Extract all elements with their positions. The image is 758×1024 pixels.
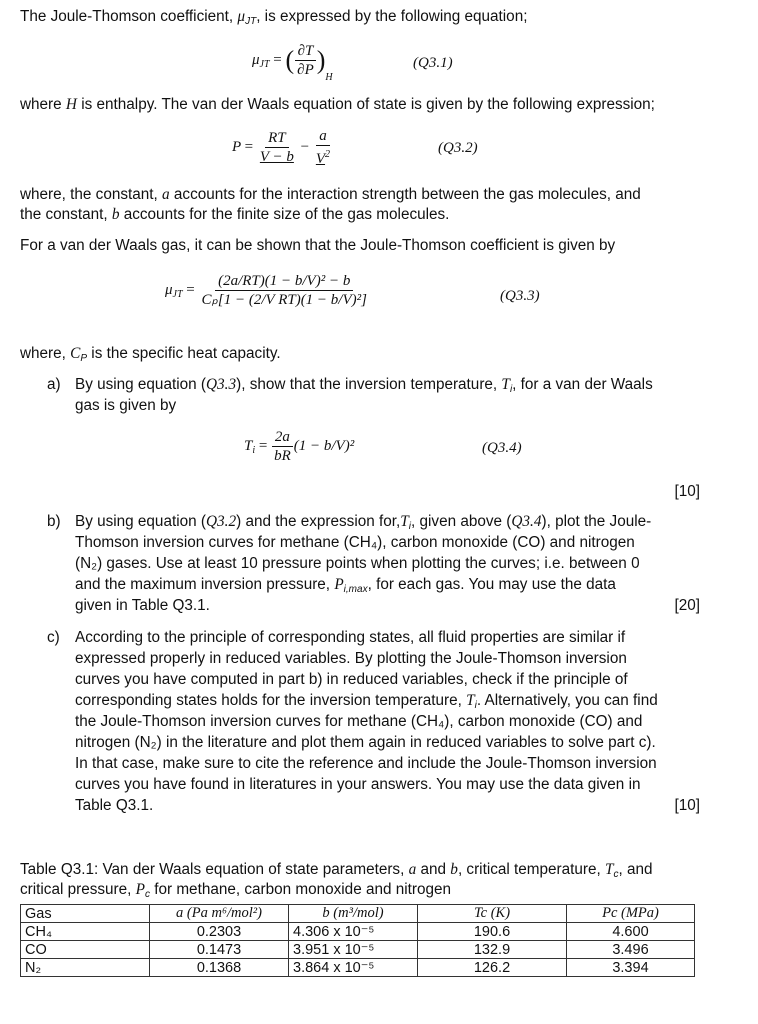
eq4-numerator: 2a [272, 428, 293, 447]
caption-b: b [450, 861, 458, 878]
constants-line-1 [20, 185, 641, 206]
part-a-ti: T [501, 376, 510, 393]
eq2-equals: = [244, 138, 254, 155]
part-a-text-1: By using equation ( [75, 376, 206, 393]
table-caption-line-2 [20, 880, 451, 906]
part-b-label: b) [47, 513, 61, 530]
equation-q3-4 [244, 428, 354, 465]
eq1-denominator: ∂P [297, 62, 314, 78]
constants-text-2: accounts for the interaction strength between the gas molecules, and [169, 186, 641, 203]
eq1-paren-close: ) [316, 45, 326, 75]
table-row [21, 941, 695, 959]
table-header-row [21, 905, 695, 923]
caption-text-1: Table Q3.1: Van der Waals equation of state parameters, [20, 861, 409, 878]
pmax-symbol: P [334, 576, 344, 593]
pmax-subscript: i,max [343, 584, 368, 595]
constants-line-2 [20, 205, 449, 226]
part-b-text-6: , for each gas. You may use the data [367, 576, 616, 593]
part-c-text-4a: corresponding states holds for the inversion temperature, [75, 692, 467, 709]
constants-text-3: the constant, [20, 206, 112, 223]
part-b-text-5: and the maximum inversion pressure, [75, 576, 335, 593]
caption-text-2: and [416, 861, 451, 878]
eq4-lhs: T [244, 437, 253, 454]
intro-text-end: , is expressed by the following equation; [256, 8, 528, 25]
part-b-line-5: given in Table Q3.1. [75, 597, 210, 614]
eq1-lhs-sub: JT [259, 58, 270, 70]
vdw-paragraph: For a van der Waals gas, it can be shown that the Joule-Thomson coefficient is given by [20, 237, 616, 254]
header-pc: Pc (MPa) [567, 905, 695, 923]
part-b-marks: [20] [674, 597, 700, 614]
cell-tc: 126.2 [418, 959, 567, 977]
part-b-line-3: (N₂) gases. Use at least 10 pressure points when plotting the curves; i.e. between 0 [75, 555, 640, 572]
equation-q3-1 [252, 42, 333, 83]
eq4-rest: (1 − b/V)² [293, 437, 355, 454]
part-b-ti: T [400, 513, 409, 530]
caption-pc-sub: c [144, 889, 150, 900]
cell-tc: 132.9 [418, 941, 567, 959]
cell-pc: 3.496 [567, 941, 695, 959]
part-c-marks: [10] [674, 797, 700, 814]
cell-a: 0.1368 [150, 959, 289, 977]
intro-line [20, 7, 527, 33]
eq3-lhs: μ [165, 281, 173, 298]
cp-line [20, 344, 281, 370]
eq1-numerator: ∂T [295, 42, 317, 61]
part-b-line-2: Thomson inversion curves for methane (CH₄), carbon monoxide (CO) and nitrogen [75, 534, 635, 551]
cp-subscript: P [80, 353, 88, 364]
mu-subscript: JT [245, 16, 257, 27]
cp-text: where, [20, 345, 71, 362]
eq1-fraction [294, 42, 317, 79]
caption-a: a [408, 861, 417, 878]
eq3-lhs-sub: JT [172, 288, 183, 300]
cell-pc: 4.600 [567, 923, 695, 941]
part-c-line-9: Table Q3.1. [75, 797, 154, 814]
eq2-fraction-2 [313, 127, 333, 168]
constants-text-4: accounts for the finite size of the gas molecules. [119, 206, 450, 223]
cp-text-end: is the specific heat capacity. [87, 345, 281, 362]
caption-text-4: , and [618, 861, 653, 878]
header-tc: Tc (K) [418, 905, 567, 923]
cell-a: 0.2303 [150, 923, 289, 941]
part-b-ti-sub: i [408, 521, 412, 532]
eq2-den2-sup: 2 [325, 149, 331, 160]
enthalpy-line [20, 95, 655, 116]
cell-gas: CO [21, 941, 150, 959]
enthalpy-text-end: is enthalpy. The van der Waals equation of state is given by the following expression; [76, 96, 655, 113]
part-c-line-1: According to the principle of corresponding states, all fluid properties are similar if [75, 629, 626, 646]
eq4-lhs-sub: i [252, 444, 256, 456]
header-a: a (Pa m⁶/mol²) [150, 905, 289, 923]
caption-text-6: for methane, carbon monoxide and nitrogen [149, 881, 451, 898]
eq2-num2: a [316, 127, 330, 146]
eq3-numerator: (2a/RT)(1 − b/V)² − b [215, 272, 353, 291]
cell-pc: 3.394 [567, 959, 695, 977]
h-symbol: H [65, 96, 77, 113]
part-c-line-5: the Joule-Thomson inversion curves for methane (CH₄), carbon monoxide (CO) and [75, 713, 643, 730]
caption-text-3: , critical temperature, [457, 861, 606, 878]
eq3-fraction [199, 272, 370, 309]
part-a-ti-sub: i [509, 384, 513, 395]
cell-b: 3.864 x 10⁻⁵ [289, 959, 418, 977]
part-c-label: c) [47, 629, 60, 646]
part-b-eqref-2: Q3.4 [511, 513, 542, 530]
eq3-tag: (Q3.3) [500, 288, 540, 304]
eq2-tag: (Q3.2) [438, 140, 478, 156]
part-a-line-2: gas is given by [75, 397, 177, 414]
table-row [21, 923, 695, 941]
enthalpy-text: where [20, 96, 66, 113]
header-gas: Gas [21, 905, 150, 923]
cp-symbol: C [70, 345, 81, 362]
cell-gas: CH₄ [21, 923, 150, 941]
part-b-text-2: ) and the expression for, [236, 513, 401, 530]
eq1-lhs: μ [252, 51, 260, 68]
part-c-ti-sub: i [474, 700, 477, 711]
equation-q3-3 [165, 272, 370, 309]
caption-tc: T [605, 861, 614, 878]
eq4-tag: (Q3.4) [482, 440, 522, 456]
eq2-lhs: P [232, 138, 241, 155]
part-c-line-3: curves you have computed in part b) in reduced variables, check if the principle of [75, 671, 628, 688]
equation-q3-2 [232, 127, 333, 168]
eq4-denominator: bR [274, 448, 291, 464]
eq3-denominator: Cₚ[1 − (2/V RT)(1 − b/V)²] [201, 292, 367, 308]
part-c-line-6: nitrogen (N₂) in the literature and plot them again in reduced variables to solve part c). [75, 734, 656, 751]
part-a-text-2: ), show that the inversion temperature, [236, 376, 502, 393]
cell-b: 4.306 x 10⁻⁵ [289, 923, 418, 941]
part-a-text-3: , for a van der Waals [512, 376, 653, 393]
part-c-text-4b: . Alternatively, you can find [476, 692, 658, 709]
caption-text-5: critical pressure, [20, 881, 136, 898]
part-c-ti: T [466, 692, 475, 709]
eq1-equals: = [273, 51, 282, 68]
eq2-minus: − [300, 138, 310, 155]
cell-a: 0.1473 [150, 941, 289, 959]
part-b-eqref-1: Q3.2 [205, 513, 237, 530]
intro-text: The Joule-Thomson coefficient, [20, 8, 238, 25]
table-row [21, 959, 695, 977]
cell-tc: 190.6 [418, 923, 567, 941]
eq2-den2: V [315, 151, 326, 167]
eq2-fraction-1 [257, 129, 297, 166]
part-b-text-4: ), plot the Joule- [541, 513, 652, 530]
a-symbol: a [162, 186, 170, 203]
eq1-subscript: H [325, 71, 333, 83]
part-a-label: a) [47, 376, 61, 393]
constants-text-1: where, the constant, [20, 186, 163, 203]
part-b-text-1: By using equation ( [75, 513, 206, 530]
part-c-line-8: curves you have found in literatures in your answers. You may use the data given in [75, 776, 641, 793]
part-c-line-2: expressed properly in reduced variables. By plotting the Joule-Thomson inversion [75, 650, 627, 667]
eq4-equals: = [258, 437, 268, 454]
eq2-den1: V − b [259, 149, 294, 165]
eq1-paren-open: ( [285, 45, 295, 75]
caption-tc-sub: c [613, 869, 619, 880]
b-symbol: b [111, 206, 120, 223]
header-b: b (m³/mol) [289, 905, 418, 923]
eq4-fraction [271, 428, 294, 465]
mu-symbol: μ [237, 8, 246, 25]
data-table [20, 904, 695, 977]
part-a-marks: [10] [674, 483, 700, 500]
cell-gas: N₂ [21, 959, 150, 977]
caption-pc: P [135, 881, 145, 898]
part-c-line-7: In that case, make sure to cite the reference and include the Joule-Thomson inversion [75, 755, 657, 772]
cell-b: 3.951 x 10⁻⁵ [289, 941, 418, 959]
eq2-num1: RT [265, 129, 289, 148]
eq3-equals: = [186, 281, 195, 298]
part-b-text-3: , given above ( [411, 513, 512, 530]
eq1-tag: (Q3.1) [413, 55, 453, 71]
part-a-eqref: Q3.3 [205, 376, 237, 393]
